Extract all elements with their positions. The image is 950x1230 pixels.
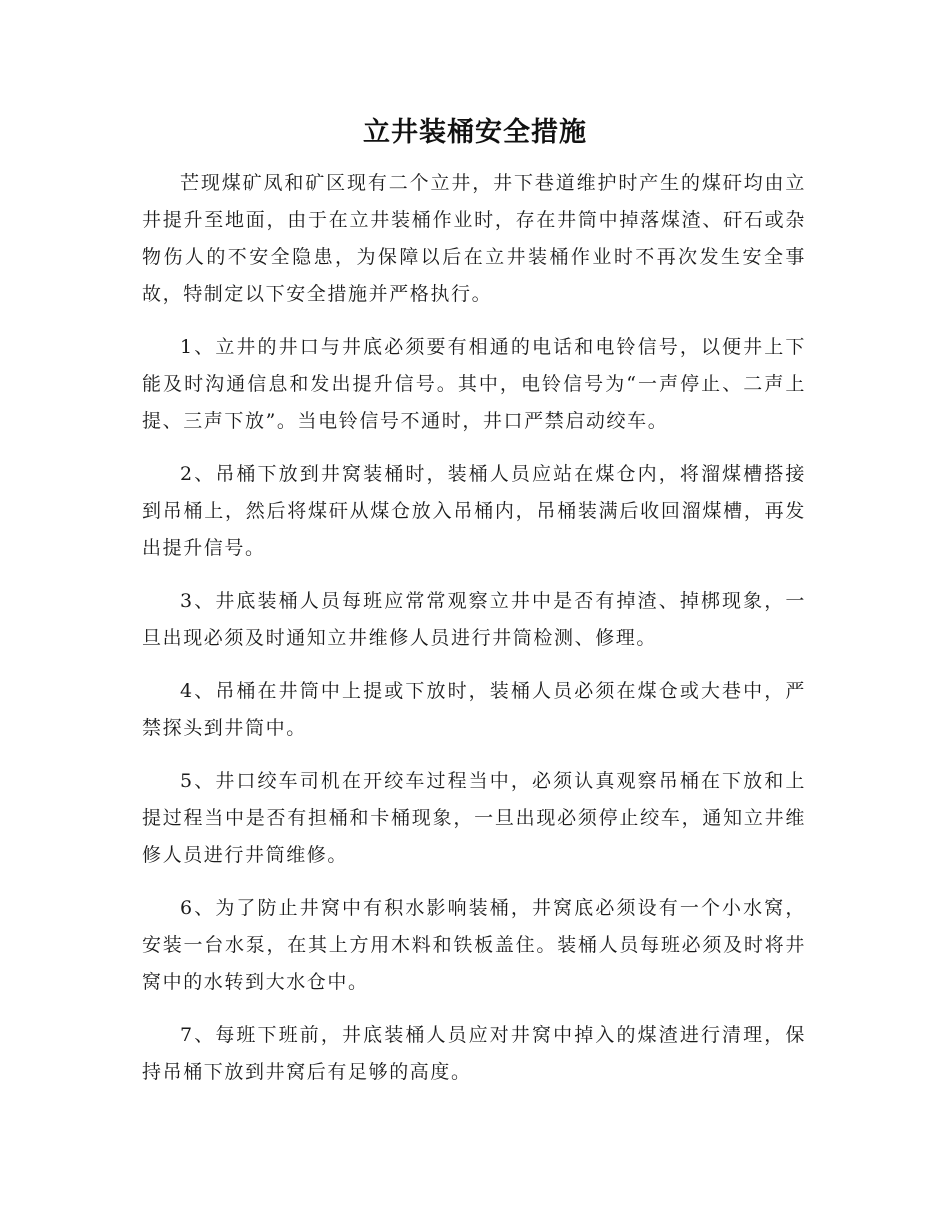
measure-paragraph-2: 2、吊桶下放到井窝装桶时，装桶人员应站在煤仓内，将溜煤槽搭接到吊桶上，然后将煤矸从煤仓放入吊桶内，吊桶装满后收回溜煤槽，再发出提升信号。 (142, 463, 806, 559)
intro-paragraph: 芒现煤矿凤和矿区现有二个立井，井下巷道维护时产生的煤矸均由立井提升至地面，由于在立井装桶作业时，存在井筒中掉落煤渣、矸石或杂物伤人的不安全隐患，为保障以后在立井装桶作业时不再次发生安全事故，特制定以下安全措施并严格执行。 (142, 172, 806, 305)
measure-paragraph-4: 4、吊桶在井筒中上提或下放时，装桶人员必须在煤仓或大巷中，严禁探头到井筒中。 (142, 680, 806, 739)
measure-paragraph-1: 1、立井的井口与井底必须要有相通的电话和电铃信号，以便井上下能及时沟通信息和发出提升信号。其中，电铃信号为“一声停止、二声上提、三声下放”。当电铃信号不通时，井口严禁启动绞车。 (142, 336, 806, 432)
measure-paragraph-6: 6、为了防止井窝中有积水影响装桶，井窝底必须设有一个小水窝，安装一台水泵，在其上方用木料和铁板盖住。装桶人员每班必须及时将井窝中的水转到大水仓中。 (142, 897, 806, 993)
measure-paragraph-5: 5、井口绞车司机在开绞车过程当中，必须认真观察吊桶在下放和上提过程当中是否有担桶和卡桶现象，一旦出现必须停止绞车，通知立井维修人员进行井筒维修。 (142, 770, 806, 866)
document-title: 立井装桶安全措施 (363, 117, 587, 148)
document-body (142, 165, 806, 1107)
measure-paragraph-7: 7、每班下班前，井底装桶人员应对井窝中掉入的煤渣进行清理，保持吊桶下放到井窝后有足够的高度。 (142, 1024, 806, 1083)
measure-paragraph-3: 3、井底装桶人员每班应常常观察立井中是否有掉渣、掉梆现象，一旦出现必须及时通知立井维修人员进行井筒检测、修理。 (142, 590, 806, 649)
